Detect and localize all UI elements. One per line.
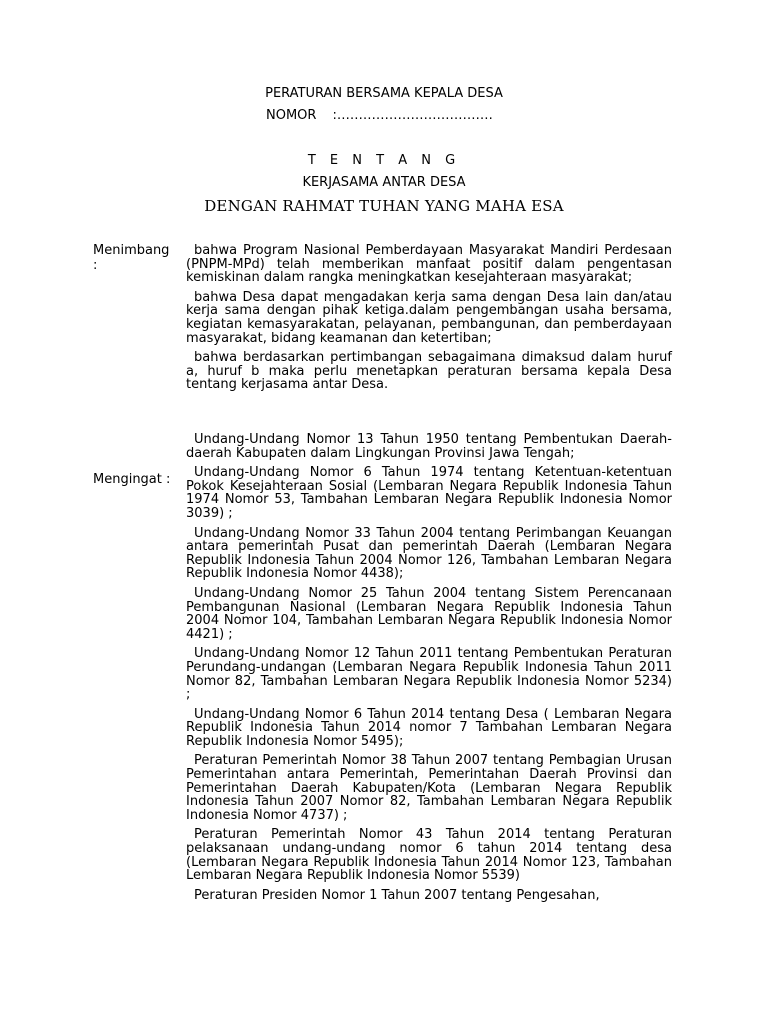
menimbang-item-b: bahwa Desa dapat mengadakan kerja sama dengan Desa lain dan/atau kerja sama dengan pihak ketiga.dalam pengembangan usaha bersama, kegiatan kemasyarakatan, pelayanan, pembangunan, dan pemberdayaan masyarakat, bidang keamanan dan ketertiban; — [186, 289, 672, 346]
mengingat-item-9: Peraturan Presiden Nomor 1 Tahun 2007 tentang Pengesahan, — [194, 887, 600, 903]
mengingat-item-8: Peraturan Pemerintah Nomor 43 Tahun 2014 tentang Peraturan pelaksanaan undang-undang nomor 6 tahun 2014 tentang desa (Lembaran Negara Republik Indonesia Tahun 2014 Nomor 123, Tambahan Lembaran Negara Republik Indonesia Nomor 5539) — [186, 827, 672, 884]
invocation-heading: DENGAN RAHMAT TUHAN YANG MAHA ESA — [204, 197, 564, 215]
menimbang-item-a: bahwa Program Nasional Pemberdayaan Masyarakat Mandiri Perdesaan (PNPM-MPd) telah memberikan manfaat positif dalam pengentasan kemiskinan dalam rangka meningkatkan kesejahteraan masyarakat; — [186, 243, 672, 286]
nomor-label: NOMOR — [266, 108, 317, 123]
nomor-value: :……………………………… — [332, 108, 493, 123]
mengingat-item-4: Undang-Undang Nomor 25 Tahun 2004 tentang Sistem Perencanaan Pembangunan Nasional (Lembaran Negara Republik Indonesia Tahun 2004 Nomor 104, Tambahan Lembaran Negara Republik Indonesia Nomor 4421) ; — [186, 585, 672, 642]
mengingat-section — [186, 433, 672, 908]
mengingat-item-5: Undang-Undang Nomor 12 Tahun 2011 tentang Pembentukan Peraturan Perundang-undangan (Lembaran Negara Republik Indonesia Tahun 2011 Nomor 82, Tambahan Lembaran Negara Republik Indonesia Nomor 5234) ; — [186, 646, 672, 703]
mengingat-item-7: Peraturan Pemerintah Nomor 38 Tahun 2007 tentang Pembagian Urusan Pemerintahan antara Pemerintah, Pemerintahan Daerah Provinsi dan Pemerintahan Daerah Kabupaten/Kota (Lembaran Negara Republik Indonesia Tahun 2007 Nomor 82, Tambahan Lembaran Negara Republik Indonesia Nomor 4737) ; — [186, 753, 672, 823]
menimbang-item-c: bahwa berdasarkan pertimbangan sebagaimana dimaksud dalam huruf a, huruf b maka perlu menetapkan peraturan bersama kepala Desa tentang kerjasama antar Desa. — [186, 350, 672, 393]
subject-heading: KERJASAMA ANTAR DESA — [302, 175, 466, 190]
mengingat-item-2: Undang-Undang Nomor 6 Tahun 1974 tentang Ketentuan-ketentuan Pokok Kesejahteraan Sosial (Lembaran Negara Republik Indonesia Tahun 1974 Nomor 53, Tambahan Lembaran Negara Republik Indonesia Nomor 3039) ; — [186, 465, 672, 521]
menimbang-label: Menimbang : — [93, 243, 170, 273]
document-title: PERATURAN BERSAMA KEPALA DESA — [265, 86, 503, 101]
mengingat-label: Mengingat : — [93, 472, 171, 487]
mengingat-item-1: Undang-Undang Nomor 13 Tahun 1950 tentang Pembentukan Daerah-daerah Kabupaten dalam Lingkungan Provinsi Jawa Tengah; — [186, 432, 672, 461]
tentang-heading: T E N T A N G — [307, 153, 461, 168]
mengingat-item-3: Undang-Undang Nomor 33 Tahun 2004 tentang Perimbangan Keuangan antara pemerintah Pusat dan pemerintah Daerah (Lembaran Negara Republik Indonesia Tahun 2004 Nomor 126, Tambahan Lembaran Negara Republik Indonesia Nomor 4438); — [186, 525, 672, 582]
mengingat-item-6: Undang-Undang Nomor 6 Tahun 2014 tentang Desa ( Lembaran Negara Republik Indonesia Tahun 2014 nomor 7 Tambahan Lembaran Negara Republik Indonesia Nomor 5495); — [186, 706, 672, 749]
menimbang-section — [186, 244, 672, 398]
nomor-line — [266, 108, 493, 123]
